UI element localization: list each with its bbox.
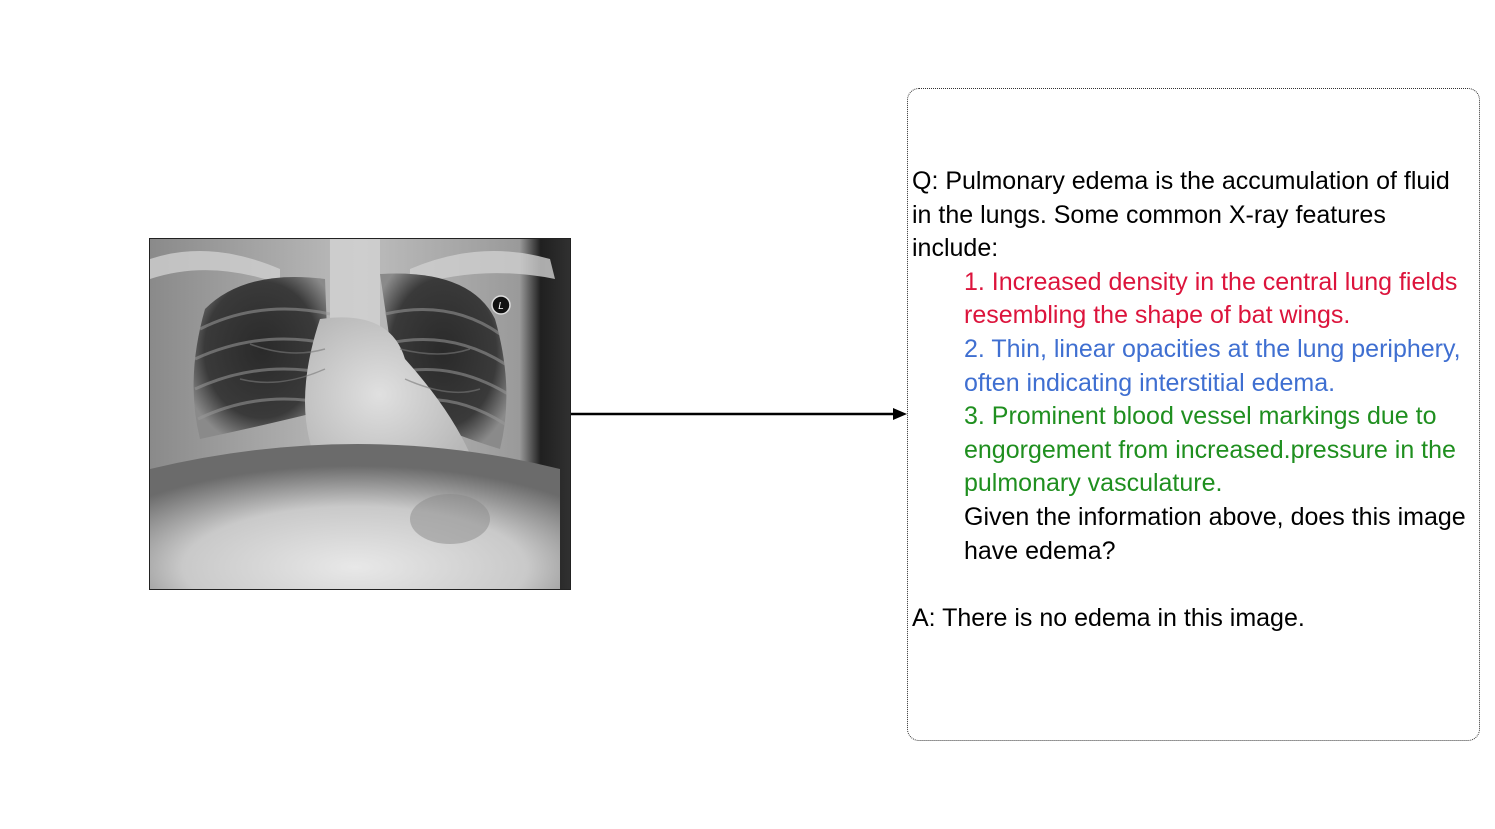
laterality-marker: L (498, 301, 504, 312)
feature-item-3: 3. Prominent blood vessel markings due to engorgement from increased.pressure in the pulmonary vasculature. (964, 402, 1456, 498)
question-prompt: Given the information above, does this image have edema? (964, 502, 1466, 565)
answer-text: A: There is no edema in this image. (912, 603, 1305, 632)
question-prefix: Q: Pulmonary edema is the accumulation of fluid in the lungs. Some common X-ray features include: (912, 167, 1450, 263)
feature-item-2: 2. Thin, linear opacities at the lung periphery, often indicating interstitial edema. (964, 334, 1461, 397)
qa-content (912, 165, 1472, 635)
chest-xray-image (149, 238, 571, 590)
feature-item-1: 1. Increased density in the central lung fields resembling the shape of bat wings. (964, 267, 1458, 330)
connector-arrow (571, 400, 911, 430)
